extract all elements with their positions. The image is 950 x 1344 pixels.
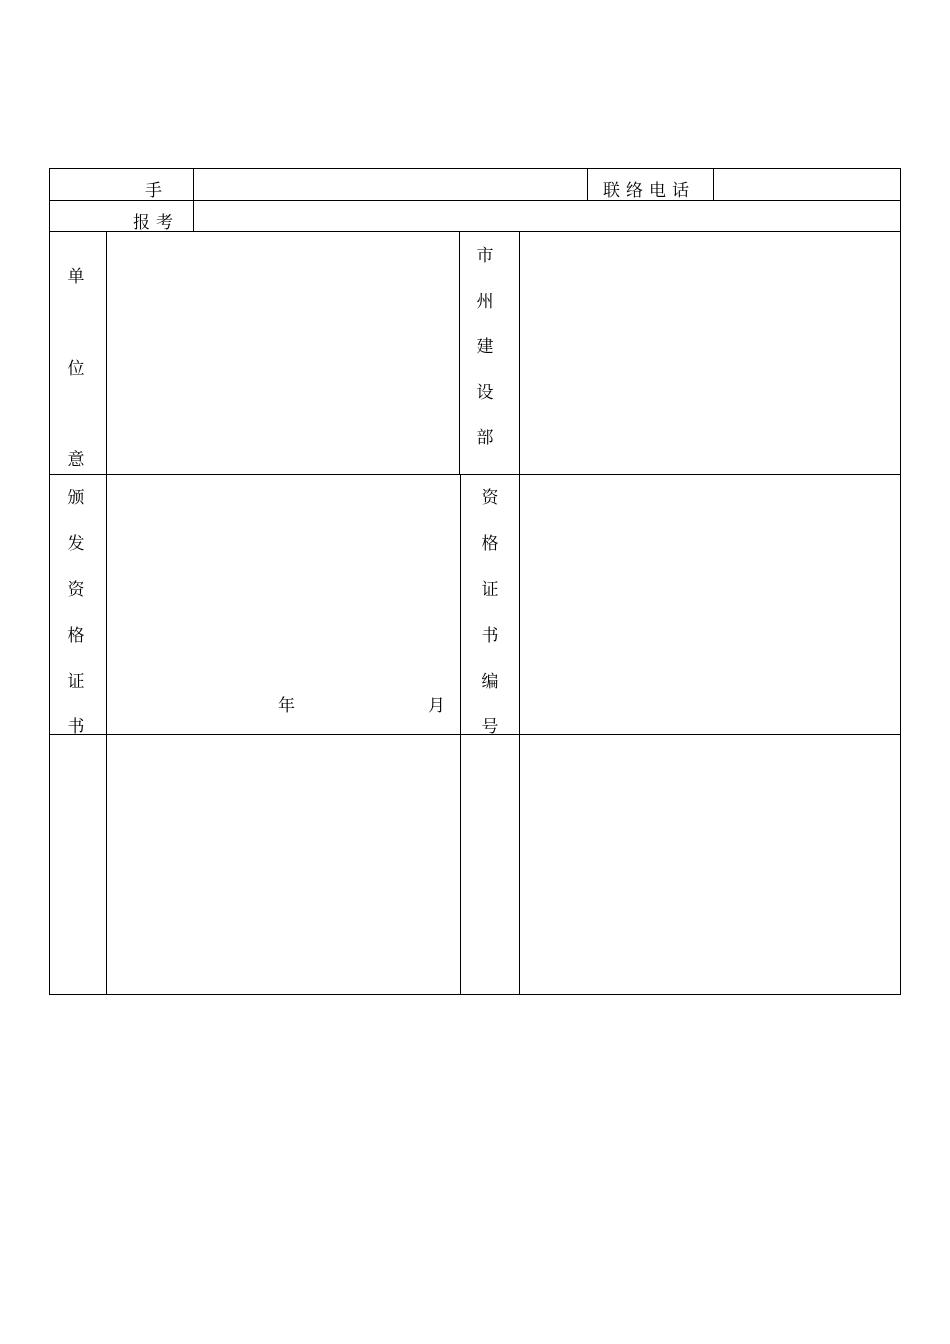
form-border-right <box>900 168 901 995</box>
label-cert-number-char: 编 <box>481 672 499 692</box>
lower-col-divider-2a <box>459 231 460 475</box>
label-shou: 手 <box>145 181 168 201</box>
date-month-label: 月 <box>428 696 451 716</box>
label-issue-cert-char: 资 <box>67 580 85 600</box>
label-issue-cert-char: 颁 <box>67 488 85 508</box>
name-field[interactable] <box>194 169 587 200</box>
label-issue-cert-char: 书 <box>67 717 85 737</box>
label-cert-number-char: 资 <box>481 488 499 508</box>
label-cert-number-char: 证 <box>481 580 499 600</box>
label-city-dept-char: 部 <box>476 428 494 448</box>
label-unit-opinion-char: 位 <box>67 359 85 379</box>
phone-field[interactable] <box>714 169 900 200</box>
label-unit-opinion-char: 单 <box>67 267 85 287</box>
label-cert-number-char: 书 <box>481 626 499 646</box>
label-cert-number-char: 号 <box>481 717 499 737</box>
label-phone: 联络电话 <box>603 181 695 201</box>
label-issue-cert-char: 格 <box>67 626 85 646</box>
label-unit-opinion-char: 意 <box>67 450 85 470</box>
label-city-dept-char: 建 <box>476 337 494 357</box>
label-issue-cert-char: 证 <box>67 672 85 692</box>
baokao-field[interactable] <box>194 201 900 231</box>
label-city-dept-char: 市 <box>476 246 494 266</box>
date-year-label: 年 <box>278 696 301 716</box>
unit-opinion-field[interactable] <box>107 232 459 474</box>
blank-cell-2[interactable] <box>107 735 460 994</box>
label-city-dept-char: 设 <box>476 383 494 403</box>
label-issue-cert-char: 发 <box>67 534 85 554</box>
row1-col-divider-2 <box>587 168 588 200</box>
city-dept-opinion-field[interactable] <box>520 232 900 474</box>
blank-cell-3[interactable] <box>461 735 519 994</box>
blank-cell-1[interactable] <box>50 735 106 994</box>
label-cert-number-char: 格 <box>481 534 499 554</box>
blank-cell-4[interactable] <box>520 735 900 994</box>
label-baokao: 报考 <box>133 213 179 233</box>
form-border-bottom <box>49 994 901 995</box>
label-city-dept-char: 州 <box>476 292 494 312</box>
cert-number-field[interactable] <box>520 475 900 734</box>
